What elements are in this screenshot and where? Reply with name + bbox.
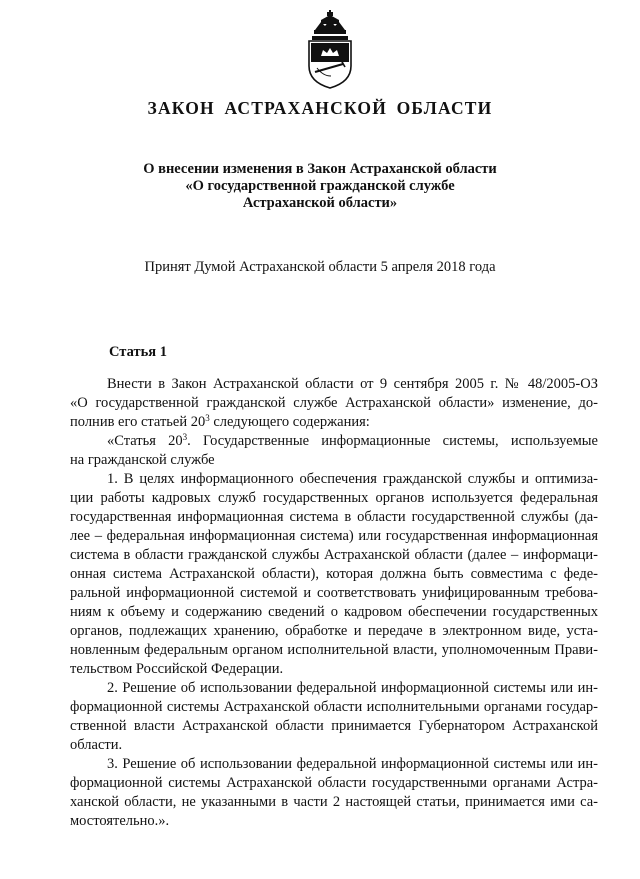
subtitle-line: Астраханской области» [242, 195, 398, 211]
body-line: система в области гражданской службы Астраханской области (далее – информаци- [70, 547, 598, 563]
body-line: 3. Решение об использовании федеральной информационной системы или ин- [107, 756, 598, 772]
body-line: тельством Российской Федерации. [70, 661, 284, 677]
body-line: мостоятельно.». [70, 813, 170, 829]
body-line: ственной власти Астраханской области принимается Губернатором Астраханской [70, 718, 598, 734]
body-line: ции работы кадровых служб государственных органов используется федеральная [70, 490, 598, 506]
body-line: ральной информационной системой и соответствовать унифицированным требова- [70, 585, 598, 601]
body-line: формационной системы Астраханской области исполнительными органами государ- [70, 699, 598, 715]
article-heading: Статья 1 [109, 344, 167, 360]
body-line: лее – федеральная информационная система) или государственная информационная [70, 528, 598, 544]
body-line: «О государственной гражданской службе Астраханской области» изменение, до- [70, 395, 598, 411]
subtitle-line: «О государственной гражданской службе [185, 178, 455, 194]
body-line: ниям к объему и содержанию сведений о кадровом обеспечении государственных [70, 604, 598, 620]
body-line: новленным федеральным органом исполнительной власти, уполномоченным Прави- [70, 642, 598, 658]
body-line: государственная информационная система в области государственной службы (да- [70, 509, 598, 525]
body-line: 2. Решение об использовании федеральной информационной системы или ин- [107, 680, 598, 696]
body-line: органов, подлежащих хранению, обработке и передаче в электронном виде, уста- [70, 623, 598, 639]
new-article-title-cont: на гражданской службе [70, 452, 215, 468]
body-line: формационной системы Астраханской области государственными органами Астра- [70, 775, 598, 791]
adoption-note: Принят Думой Астраханской области 5 апреля 2018 года [144, 259, 496, 275]
article-body [70, 375, 598, 831]
body-line: области. [70, 737, 123, 753]
body-line: ханской области, не указанными в части 2 настоящей статьи, принимается ими са- [70, 794, 598, 810]
body-line: 1. В целях информационного обеспечения гражданской службы и оптимиза- [107, 471, 598, 487]
coat-of-arms-emblem [303, 10, 357, 90]
body-line: Внести в Закон Астраханской области от 9 сентября 2005 г. № 48/2005-ОЗ [107, 376, 598, 392]
body-line: полнив его статьей $20^3$ следующего содержания: [70, 413, 370, 430]
document-title: ЗАКОН АСТРАХАНСКОЙ ОБЛАСТИ [147, 98, 493, 118]
document-subtitle [0, 161, 640, 212]
subtitle-line: О внесении изменения в Закон Астраханской области [143, 161, 497, 177]
new-article-title: «Статья $20^3$. Государственные информационные системы, используемые [107, 432, 598, 449]
body-line: онная система Астраханской области), которая должна быть совместима с феде- [70, 566, 598, 582]
